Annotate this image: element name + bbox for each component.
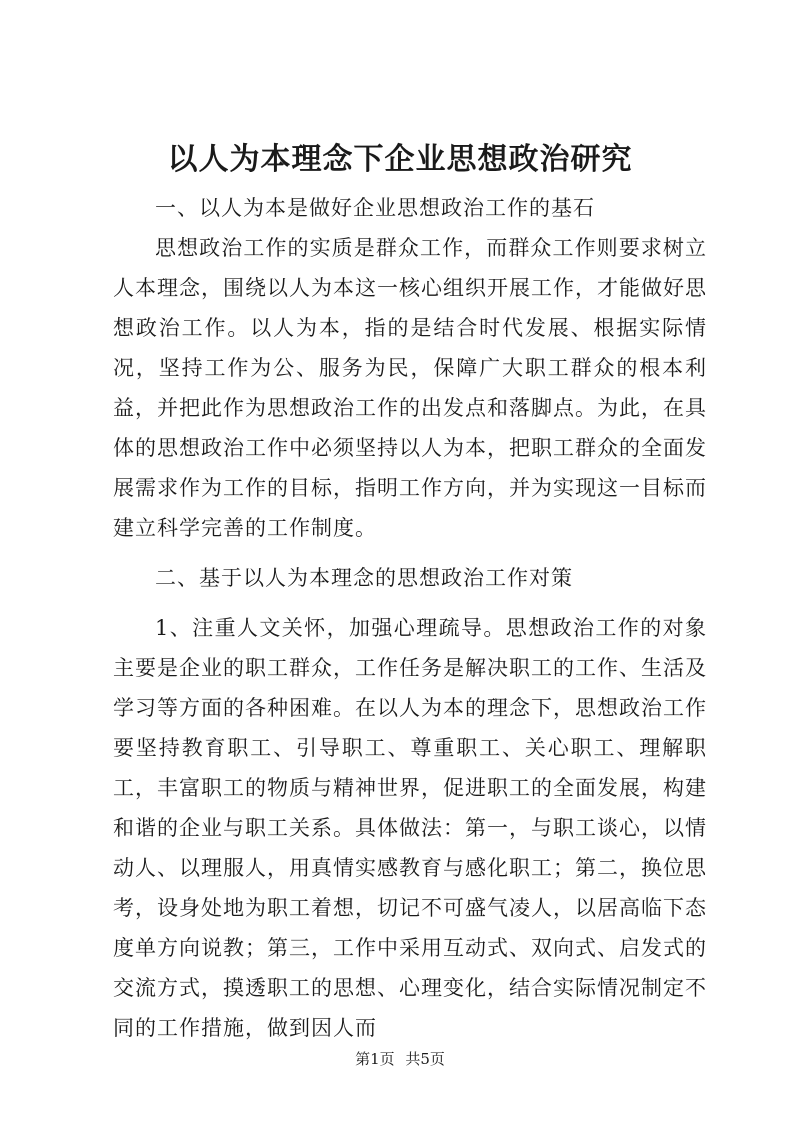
section-heading-2: 二、基于以人为本理念的思想政治工作对策 [155, 566, 573, 590]
paragraph-gap [113, 548, 707, 558]
page-title: 以人为本理念下企业思想政治研究 [167, 142, 633, 177]
document-body [113, 188, 707, 1048]
page-number: 第1页 [355, 1050, 395, 1068]
section-paragraph-1: 思想政治工作的实质是群众工作，而群众工作则要求树立人本理念，围绕以人为本这一核心组织开展工作，才能做好思想政治工作。以人为本，指的是结合时代发展、根据实际情况，坚持工作为公、服务为民，保障广大职工群众的根本利益，并把此作为思想政治工作的出发点和落脚点。为此，在具体的思想政治工作中必须坚持以人为本，把职工群众的全面发展需求作为工作的目标，指明工作方向，并为实现这一目标而建立科学完善的工作制度。 [113, 236, 707, 540]
section-paragraph-2: 1、注重人文关怀，加强心理疏导。思想政治工作的对象主要是企业的职工群众，工作任务是解决职工的工作、生活及学习等方面的各种困难。在以人为本的理念下，思想政治工作要坚持教育职工、引导职工、尊重职工、关心职工、理解职工，丰富职工的物质与精神世界，促进职工的全面发展，构建和谐的企业与职工关系。具体做法：第一，与职工谈心，以情动人、以理服人，用真情实感教育与感化职工；第二，换位思考，设身处地为职工着想，切记不可盛气凌人，以居高临下态度单方向说教；第三，工作中采用互动式、双向式、启发式的交流方式，摸透职工的思想、心理变化，结合实际情况制定不同的工作措施，做到因人而 [113, 616, 707, 1040]
section-heading-1: 一、以人为本是做好企业思想政治工作的基石 [155, 196, 595, 220]
page-total: 共5页 [405, 1050, 445, 1068]
paragraph-gap [113, 598, 707, 608]
page-footer [0, 1048, 800, 1070]
